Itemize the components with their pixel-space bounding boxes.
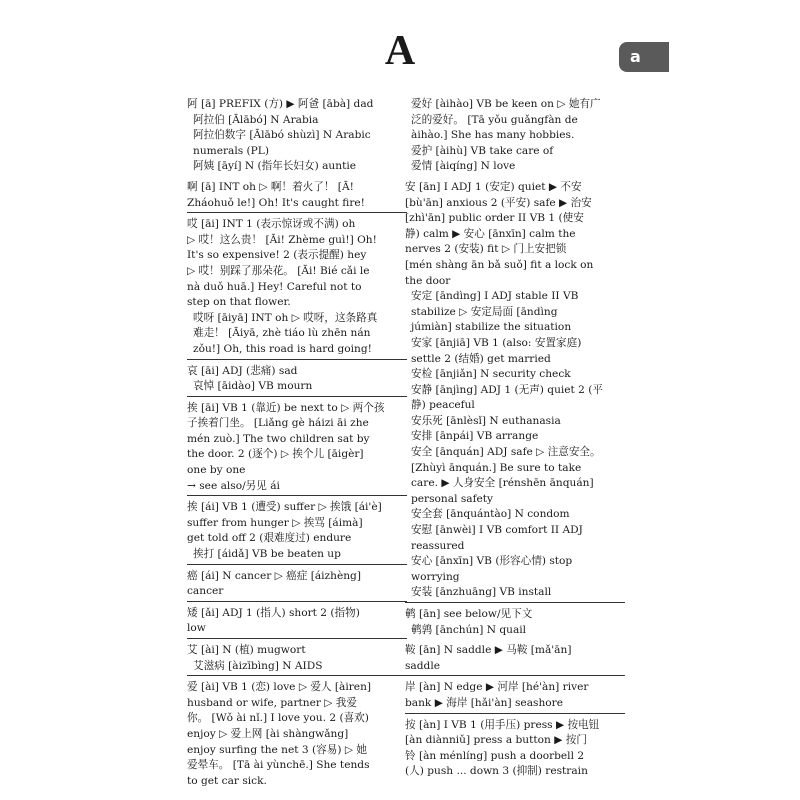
entry-line: 哀悼 [āidào] VB mourn — [193, 380, 313, 393]
entry-line: 安 [ān] I ADJ 1 (安定) quiet ▶ 不安 — [405, 180, 582, 193]
dictionary-entry — [405, 718, 625, 782]
entry-line: 挨 [ái] VB 1 (遭受) suffer ▷ 挨饿 [ái'è] — [187, 501, 382, 514]
entry-line: → see also/另见 ái — [187, 479, 280, 492]
entry-line: 安慰 [ānwèi] I VB comfort II ADJ — [411, 524, 583, 537]
entry-line: 阿 [ā] PREFIX (方) ▶ 阿爸 [ābà] dad — [187, 98, 374, 110]
entry-line: 挨 [āi] VB 1 (靠近) be next to ▷ 两个孩 — [187, 401, 385, 414]
entry-line: nà duǒ huā.] Hey! Careful not to — [187, 280, 362, 293]
entry-line: 爱情 [àiqíng] N love — [411, 160, 516, 173]
entry-line: 安全套 [ānquántào] N condom — [411, 508, 570, 521]
entry-line: suffer from hunger ▷ 挨骂 [áimà] — [187, 516, 363, 529]
dictionary-entry — [187, 217, 407, 359]
entry-line: husband or wife, partner ▷ 我爱 — [187, 696, 357, 709]
entry-line: 安定 [āndìng] I ADJ stable II VB — [411, 290, 579, 303]
entry-line: 啊 [ā] INT oh ▷ 啊！着火了！ [Ā! — [187, 180, 354, 193]
entry-line: 癌 [ái] N cancer ▷ 癌症 [áizhèng] — [187, 569, 361, 582]
entry-line: ▷ 哎！别踩了那朵花。 [Āi! Bié cǎi le — [187, 264, 370, 277]
entry-line: 艾滋病 [àizībìng] N AIDS — [193, 659, 323, 672]
entry-line: 鹌鹑 [ānchún] N quail — [411, 623, 527, 636]
entry-line: reassured — [411, 539, 465, 552]
page-letter-heading: A — [384, 28, 416, 74]
entry-line: 岸 [àn] N edge ▶ 河岸 [hé'àn] river — [405, 681, 589, 694]
dictionary-entry — [405, 180, 625, 603]
dictionary-entry — [187, 401, 407, 497]
entry-line: care. ▶ 人身安全 [rénshēn ānquán] — [411, 477, 594, 490]
entry-line: 难走！ [Āiyā, zhè tiáo lù zhēn nán — [193, 327, 371, 340]
entry-line: bank ▶ 海岸 [hǎi'àn] seashore — [405, 696, 563, 709]
thumb-index-tab: a — [619, 42, 669, 72]
dictionary-entry — [187, 643, 407, 676]
entry-line: step on that flower. — [187, 296, 291, 309]
entry-line: enjoy ▷ 爱上网 [ài shàngwǎng] — [187, 727, 349, 740]
entry-line: 安静 [ānjìng] ADJ 1 (无声) quiet 2 (平 — [411, 383, 604, 396]
entry-line: 阿拉伯数字 [Ālābó shùzì] N Arabic — [193, 129, 371, 142]
entry-line: 爱好 [àihào] VB be keen on ▷ 她有广 — [411, 98, 601, 110]
entry-line: 哎呀 [āiyā] INT oh ▷ 哎呀，这条路真 — [193, 311, 378, 324]
entry-line: Zháohuǒ le!] Oh! It's caught fire! — [187, 196, 365, 209]
entry-line: [àn diànniǔ] press a button ▶ 按门 — [405, 734, 587, 747]
left-column — [187, 97, 407, 794]
dictionary-entry — [187, 606, 407, 639]
entry-line: 哎 [āi] INT 1 (表示惊讶或不满) oh — [187, 218, 356, 231]
entry-line: cancer — [187, 585, 224, 598]
entry-line: 鞍 [ān] N saddle ▶ 马鞍 [mǎ'ān] — [405, 644, 572, 657]
entry-line: numerals (PL) — [193, 144, 269, 157]
entry-line: ▷ 哎！这么贵！ [Āi! Zhème guì!] Oh! — [187, 233, 377, 246]
entry-line: 静) peaceful — [411, 399, 475, 412]
entry-line: 按 [àn] I VB 1 (用手压) press ▶ 按电钮 — [405, 718, 600, 731]
entry-line: to get car sick. — [187, 774, 267, 787]
entry-line: 爱晕车。 [Tā ài yùnchē.] She tends — [187, 759, 370, 772]
dictionary-entry — [187, 180, 407, 213]
entry-line: júmiàn] stabilize the situation — [411, 321, 572, 334]
entry-line: 安装 [ānzhuāng] VB install — [411, 586, 552, 599]
entry-line: 安乐死 [ānlèsǐ] N euthanasia — [411, 414, 561, 427]
entry-line: [Zhùyì ānquán.] Be sure to take — [411, 461, 582, 474]
dictionary-entry — [187, 680, 407, 791]
entry-line: 挨打 [áidǎ] VB be beaten up — [193, 548, 341, 561]
entry-line: 你。 [Wǒ ài nǐ.] I love you. 2 (喜欢) — [187, 712, 369, 725]
entry-line: 矮 [ǎi] ADJ 1 (指人) short 2 (指物) — [187, 606, 360, 619]
entry-line: 安检 [ānjiǎn] N security check — [411, 368, 571, 381]
entry-line: 哀 [āi] ADJ (悲痛) sad — [187, 364, 298, 377]
entry-line: (人) push ... down 3 (抑制) restrain — [405, 765, 588, 778]
entry-line: the door. 2 (逐个) ▷ 挨个儿 [āigèr] — [187, 448, 364, 461]
entry-line: nerves 2 (安装) fit ▷ 门上安把锁 — [405, 243, 567, 256]
entry-line: 静) calm ▶ 安心 [ānxīn] calm the — [405, 227, 576, 240]
entry-line: 安全 [ānquán] ADJ safe ▷ 注意安全。 — [411, 446, 601, 459]
entry-line: 子挨着门坐。 [Liǎng gè háizi āi zhe — [187, 417, 369, 430]
entry-line: 安排 [ānpái] VB arrange — [411, 430, 539, 443]
entry-line: 阿姨 [āyí] N (指年长妇女) auntie — [193, 160, 356, 173]
dictionary-entry — [405, 97, 625, 177]
entry-line: [zhì'ān] public order II VB 1 (使安 — [405, 212, 584, 225]
dictionary-entry — [405, 680, 625, 713]
entry-line: 阿拉伯 [Ālābó] N Arabia — [193, 113, 319, 126]
entry-line: 铃 [àn ménlíng] push a doorbell 2 — [405, 749, 585, 762]
entry-line: [bù'ān] anxious 2 (平安) safe ▶ 治安 — [405, 196, 592, 209]
entry-line: [mén shàng ān bǎ suǒ] fit a lock on — [405, 258, 594, 271]
entry-line: stabilize ▷ 安定局面 [āndìng — [411, 305, 558, 318]
dictionary-entry — [405, 607, 625, 640]
entry-line: one by one — [187, 464, 246, 477]
dictionary-entry — [187, 364, 407, 397]
entry-line: 安家 [ānjiā] VB 1 (also: 安置家庭) — [411, 336, 582, 349]
right-column — [405, 97, 625, 785]
dictionary-entry — [187, 569, 407, 602]
entry-line: 泛的爱好。 [Tā yǒu guǎngfàn de — [411, 113, 578, 126]
dictionary-entry — [187, 97, 407, 177]
entry-line: the door — [405, 274, 451, 287]
entry-line: 安心 [ānxīn] VB (形容心情) stop — [411, 555, 573, 568]
entry-line: saddle — [405, 659, 440, 672]
entry-line: settle 2 (结婚) get married — [411, 352, 551, 365]
dictionary-entry — [405, 643, 625, 676]
entry-line: 爱 [ài] VB 1 (恋) love ▷ 爱人 [àiren] — [187, 681, 372, 694]
entry-line: 鹌 [ān] see below/见下文 — [405, 608, 533, 620]
entry-line: 艾 [ài] N (植) mugwort — [187, 644, 306, 656]
entry-line: zǒu!] Oh, this road is hard going! — [193, 342, 372, 355]
entry-line: àihào.] She has many hobbies. — [411, 129, 575, 142]
dictionary-entry — [187, 500, 407, 564]
entry-line: enjoy surfing the net 3 (容易) ▷ 她 — [187, 743, 367, 756]
entry-line: low — [187, 622, 206, 635]
entry-line: worrying — [411, 570, 460, 583]
entry-line: personal safety — [411, 492, 494, 505]
entry-line: mén zuò.] The two children sat by — [187, 432, 370, 445]
entry-line: 爱护 [àihù] VB take care of — [411, 144, 554, 157]
entry-line: It's so expensive! 2 (表示提醒) hey — [187, 249, 367, 262]
entry-line: get told off 2 (艰难度过) endure — [187, 532, 352, 545]
